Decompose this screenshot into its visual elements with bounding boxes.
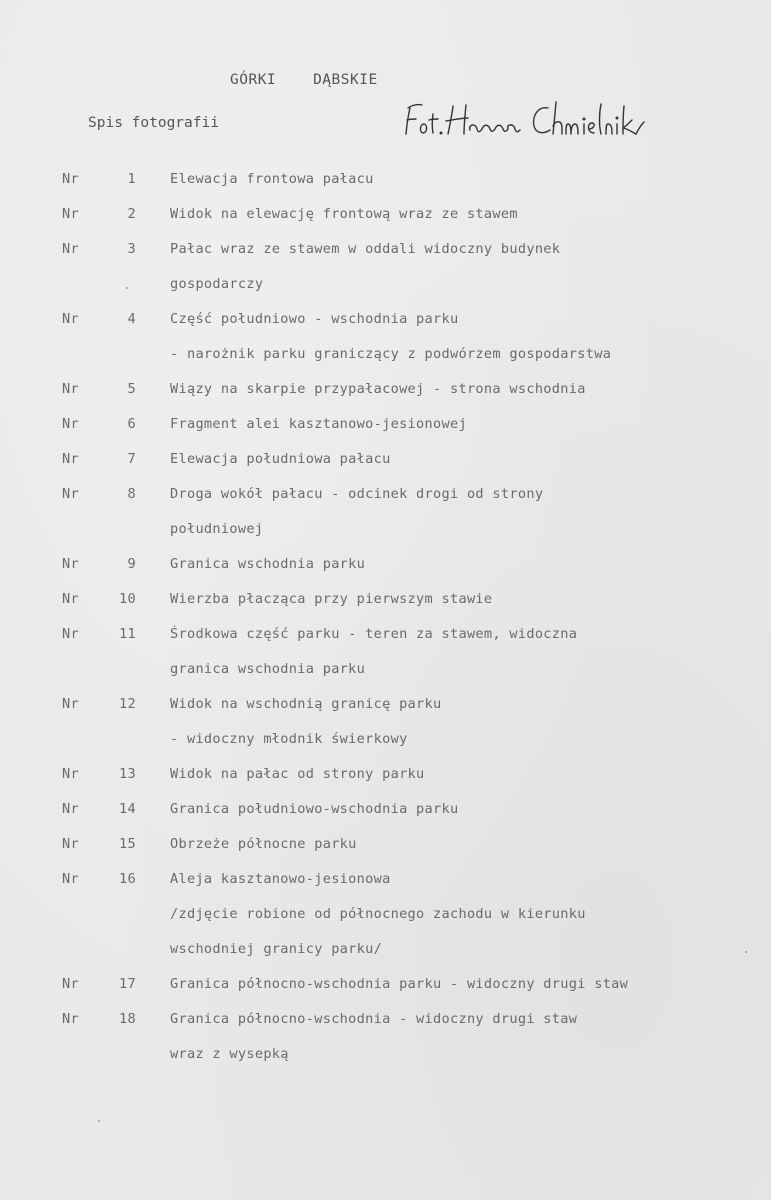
entry-number: 17 <box>119 976 136 992</box>
entry-prefix: Nr <box>62 871 79 887</box>
entry-number: 12 <box>119 696 136 712</box>
handwritten-signature <box>398 96 658 146</box>
photo-entry <box>0 486 771 556</box>
photo-entry <box>0 556 771 591</box>
photo-entry <box>0 311 771 381</box>
document-title <box>230 72 378 88</box>
entry-description: Elewacja frontowa pałacu <box>170 171 374 187</box>
entry-prefix: Nr <box>62 836 79 852</box>
entry-number: 11 <box>119 626 136 642</box>
entry-number: 8 <box>127 486 136 502</box>
entry-description: Granica południowo-wschodnia parku <box>170 801 459 817</box>
photo-entry <box>0 696 771 766</box>
paper-speck <box>98 1120 100 1122</box>
entry-number: 1 <box>127 171 136 187</box>
entry-number: 7 <box>127 451 136 467</box>
entry-prefix: Nr <box>62 696 79 712</box>
document-subtitle: Spis fotografii <box>88 115 219 131</box>
entry-number: 2 <box>127 206 136 222</box>
entry-number: 4 <box>127 311 136 327</box>
entry-description: - widoczny młodnik świerkowy <box>170 731 408 747</box>
entry-number: 6 <box>127 416 136 432</box>
entry-description: Droga wokół pałacu - odcinek drogi od strony <box>170 486 544 502</box>
entry-number: 3 <box>127 241 136 257</box>
entry-prefix: Nr <box>62 976 79 992</box>
photo-entry <box>0 381 771 416</box>
entry-description: Środkowa część parku - teren za stawem, widoczna <box>170 626 578 642</box>
entry-prefix: Nr <box>62 311 79 327</box>
entry-description: Aleja kasztanowo-jesionowa <box>170 871 391 887</box>
entry-prefix: Nr <box>62 591 79 607</box>
entry-prefix: Nr <box>62 801 79 817</box>
photo-entry <box>0 976 771 1011</box>
entry-prefix: Nr <box>62 241 79 257</box>
paper-speck <box>126 287 128 289</box>
entry-number: 16 <box>119 871 136 887</box>
entry-description: Fragment alei kasztanowo-jesionowej <box>170 416 467 432</box>
photo-entry <box>0 416 771 451</box>
photo-entry <box>0 801 771 836</box>
entry-description: Granica północno-wschodnia parku - widoczny drugi staw <box>170 976 629 992</box>
entry-description: Elewacja południowa pałacu <box>170 451 391 467</box>
entry-description: Część południowo - wschodnia parku <box>170 311 459 327</box>
photo-entry <box>0 171 771 206</box>
title-left: GÓRKI <box>230 72 277 88</box>
entry-description: /zdjęcie robione od północnego zachodu w kierunku <box>170 906 586 922</box>
entry-prefix: Nr <box>62 766 79 782</box>
entry-number: 10 <box>119 591 136 607</box>
photo-entry <box>0 626 771 696</box>
entry-description: granica wschodnia parku <box>170 661 366 677</box>
photo-entry <box>0 766 771 801</box>
entry-prefix: Nr <box>62 416 79 432</box>
entry-description: Widok na pałac od strony parku <box>170 766 425 782</box>
entry-description: Wierzba płacząca przy pierwszym stawie <box>170 591 493 607</box>
entry-prefix: Nr <box>62 626 79 642</box>
entry-prefix: Nr <box>62 1011 79 1027</box>
entry-prefix: Nr <box>62 381 79 397</box>
photo-entry <box>0 1011 771 1081</box>
entry-number: 18 <box>119 1011 136 1027</box>
photo-entry <box>0 451 771 486</box>
entry-description: Granica wschodnia parku <box>170 556 366 572</box>
entry-description: wschodniej granicy parku/ <box>170 941 383 957</box>
entry-description: Widok na elewację frontową wraz ze stawem <box>170 206 518 222</box>
entry-number: 9 <box>127 556 136 572</box>
entry-prefix: Nr <box>62 556 79 572</box>
entry-description: południowej <box>170 521 264 537</box>
title-right: DĄBSKIE <box>313 72 378 88</box>
entry-number: 14 <box>119 801 136 817</box>
entry-prefix: Nr <box>62 206 79 222</box>
entry-description: Widok na wschodnią granicę parku <box>170 696 442 712</box>
photo-entry <box>0 871 771 976</box>
entry-number: 15 <box>119 836 136 852</box>
entry-description: Pałac wraz ze stawem w oddali widoczny budynek <box>170 241 561 257</box>
entry-description: wraz z wysepką <box>170 1046 289 1062</box>
entry-description: Granica północno-wschodnia - widoczny drugi staw <box>170 1011 578 1027</box>
photo-entry <box>0 836 771 871</box>
entry-prefix: Nr <box>62 171 79 187</box>
entry-description: Wiązy na skarpie przypałacowej - strona wschodnia <box>170 381 586 397</box>
entry-description: gospodarczy <box>170 276 264 292</box>
entry-prefix: Nr <box>62 486 79 502</box>
entry-number: 13 <box>119 766 136 782</box>
photo-entry <box>0 591 771 626</box>
entry-description: - narożnik parku graniczący z podwórzem gospodarstwa <box>170 346 612 362</box>
photo-entry <box>0 206 771 241</box>
entry-description: Obrzeże północne parku <box>170 836 357 852</box>
entry-number: 5 <box>127 381 136 397</box>
entry-prefix: Nr <box>62 451 79 467</box>
photo-entry <box>0 241 771 311</box>
paper-speck <box>745 951 747 953</box>
